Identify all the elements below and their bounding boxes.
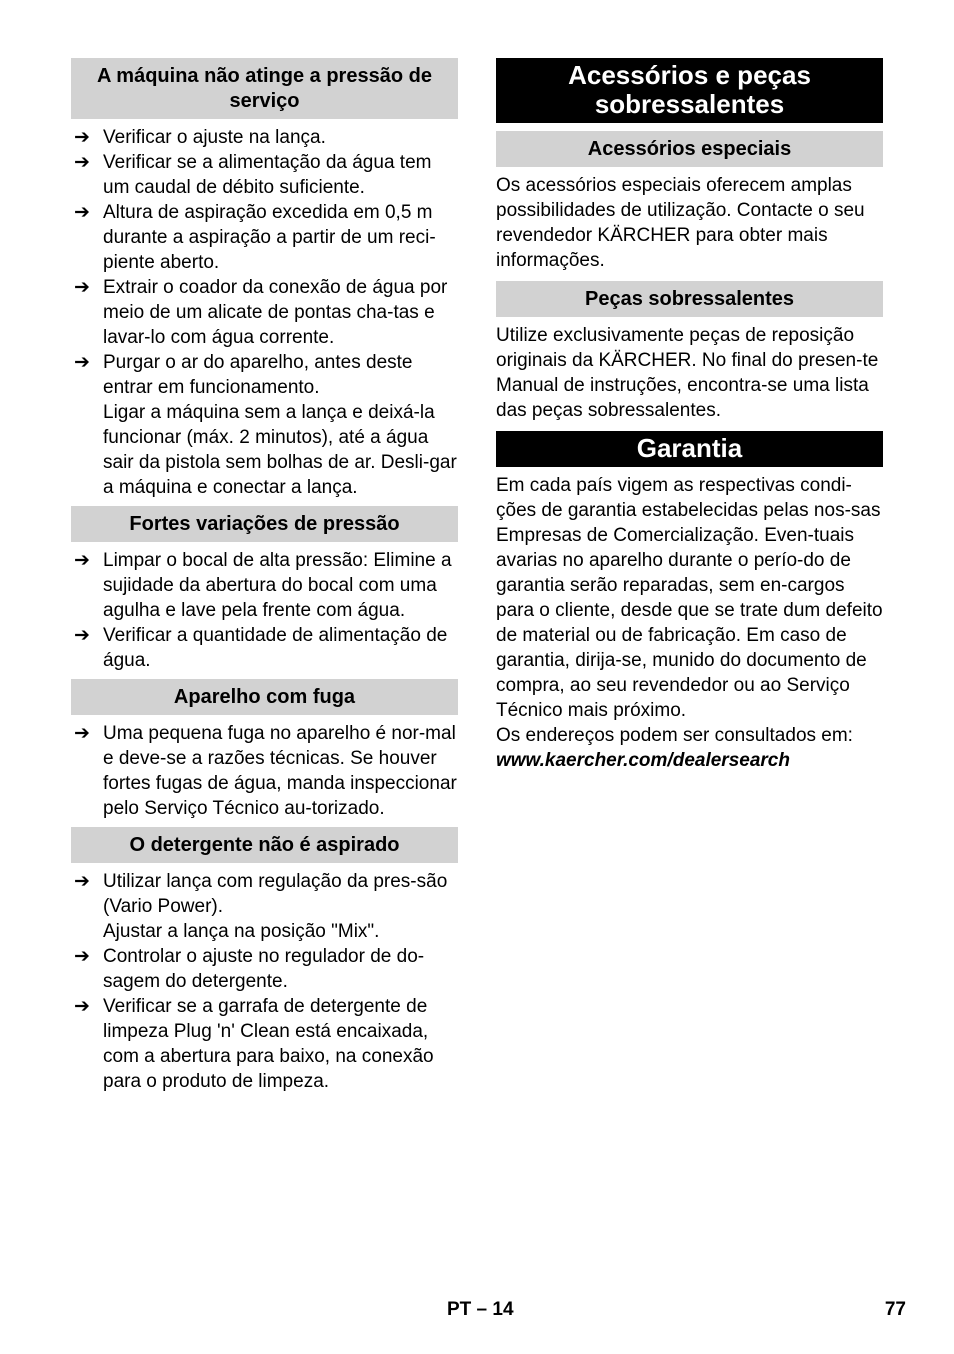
footer-page-number: 77 — [884, 1299, 906, 1320]
section-heading-special-accessories: Acessórios especiais — [496, 131, 883, 167]
chapter-heading-accessories: Acessórios e peças sobressalentes — [496, 58, 883, 123]
list-item-text: Altura de aspiração excedida em 0,5 m durante a aspiração a partir de um reci-piente aberto. — [103, 202, 436, 273]
bullet-list-detergent — [71, 869, 458, 1094]
list-item — [71, 721, 458, 821]
list-item — [71, 125, 458, 150]
arrow-right-icon: ➔ — [74, 202, 90, 223]
paragraph-warranty — [496, 473, 883, 773]
list-item-text: Extrair o coador da conexão de água por meio de um alicate de pontas cha-tas e lavar-lo com água corrente. — [103, 277, 448, 348]
list-item-text: Uma pequena fuga no aparelho é nor-mal e deve-se a razões técnicas. Se houver fortes fugas de água, manda inspeccionar pelo Serviço Técnico au-torizado. — [103, 723, 457, 819]
bullet-list-leak — [71, 721, 458, 821]
list-item — [71, 944, 458, 994]
section-heading-spare-parts: Peças sobressalentes — [496, 281, 883, 317]
dealer-search-link[interactable]: www.kaercher.com/dealersearch — [496, 750, 790, 771]
list-item — [71, 150, 458, 200]
bullet-list-pressure — [71, 125, 458, 500]
arrow-right-icon: ➔ — [74, 946, 90, 967]
list-item-text: Verificar se a alimentação da água tem um caudal de débito suficiente. — [103, 152, 432, 198]
paragraph-spare-parts: Utilize exclusivamente peças de reposição originais da KÄRCHER. No final do presen-te Manual de instruções, encontra-se uma lista das peças sobressalentes. — [496, 325, 879, 421]
section-heading-pressure: A máquina não atinge a pressão de serviço — [71, 58, 458, 119]
arrow-right-icon: ➔ — [74, 625, 90, 646]
arrow-right-icon: ➔ — [74, 996, 90, 1017]
list-item-text: Ligar a máquina sem a lança e deixá-la funcionar (máx. 2 minutos), até a água sair da pistola sem bolhas de ar. Desli-gar a máquina e conectar a lança. — [103, 402, 457, 498]
arrow-right-icon: ➔ — [74, 871, 90, 892]
paragraph-special-accessories: Os acessórios especiais oferecem amplas possibilidades de utilização. Contacte o seu revendedor KÄRCHER para obter mais informações. — [496, 175, 865, 271]
arrow-right-icon: ➔ — [74, 723, 90, 744]
section-heading-detergent: O detergente não é aspirado — [71, 827, 458, 863]
arrow-right-icon: ➔ — [74, 127, 90, 148]
list-item-text: Limpar o bocal de alta pressão: Elimine a sujidade da abertura do bocal com uma agulha e lave pela frente com água. — [103, 550, 452, 621]
list-item — [71, 548, 458, 623]
section-heading-variations: Fortes variações de pressão — [71, 506, 458, 542]
list-item — [71, 994, 458, 1094]
right-column — [496, 58, 883, 779]
warranty-text: Em cada país vigem as respectivas condi-ções de garantia estabelecidas pelas nos-sas Empresas de Comercialização. Even-tuais avarias no aparelho durante o perío-do de garantia serão reparadas, sem en-cargos para o cliente, desde que se trate dum defeito de material ou de fabricação. Em caso de garantia, dirija-se, munido do documento de compra, ao seu revendedor ou ao Serviço Técnico mais próximo. — [496, 475, 883, 721]
warranty-address-text: Os endereços podem ser consultados em: — [496, 725, 853, 746]
arrow-right-icon: ➔ — [74, 277, 90, 298]
list-item-text: Verificar a quantidade de alimentação de água. — [103, 625, 448, 671]
arrow-right-icon: ➔ — [74, 550, 90, 571]
arrow-right-icon: ➔ — [74, 152, 90, 173]
chapter-heading-warranty: Garantia — [496, 431, 883, 467]
section-heading-leak: Aparelho com fuga — [71, 679, 458, 715]
list-item — [71, 869, 458, 944]
list-item-text: Ajustar a lança na posição "Mix". — [103, 921, 380, 942]
list-item — [71, 623, 458, 673]
list-item-text: Verificar o ajuste na lança. — [103, 127, 326, 148]
list-item — [71, 275, 458, 350]
list-item-text: Utilizar lança com regulação da pres-são (Vario Power). — [103, 871, 448, 917]
list-item-text: Verificar se a garrafa de detergente de limpeza Plug 'n' Clean está encaixada, com a abertura para baixo, na conexão para o produto de limpeza. — [103, 996, 434, 1092]
left-column — [71, 58, 458, 1100]
list-item-text: Purgar o ar do aparelho, antes deste entrar em funcionamento. — [103, 352, 413, 398]
bullet-list-variations — [71, 548, 458, 673]
list-item — [71, 200, 458, 275]
arrow-right-icon: ➔ — [74, 352, 90, 373]
list-item — [71, 350, 458, 500]
list-item-text: Controlar o ajuste no regulador de do-sagem do detergente. — [103, 946, 425, 992]
footer-language-page: PT – 14 — [447, 1299, 514, 1320]
